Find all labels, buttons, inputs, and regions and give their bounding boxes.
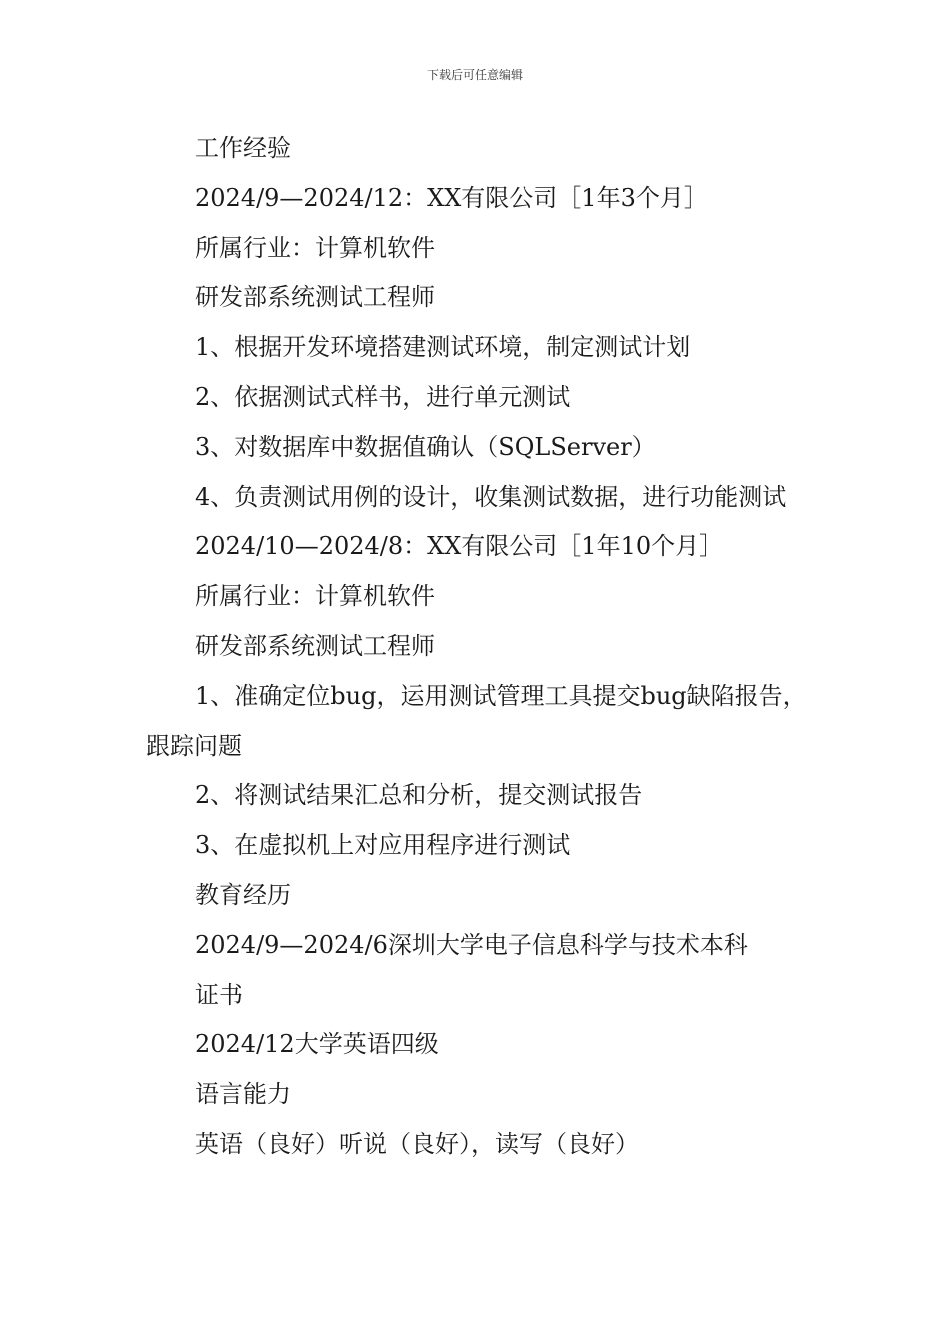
- certificate-entry: 2024/12大学英语四级: [195, 1030, 439, 1059]
- job-duty: 2、将测试结果汇总和分析，提交测试报告: [195, 781, 643, 810]
- language-entry: 英语（良好）听说（良好），读写（良好）: [195, 1129, 639, 1158]
- section-heading-language: 语言能力: [195, 1080, 291, 1109]
- job-title: 研发部系统测试工程师: [195, 631, 435, 660]
- job-period: 2024/10—2024/8：XX有限公司［1年10个月］: [195, 532, 724, 561]
- education-entry: 2024/9—2024/6深圳大学电子信息科学与技术本科: [195, 930, 748, 959]
- job-duty: 1、准确定位bug，运用测试管理工具提交bug缺陷报告，跟踪问题: [146, 681, 807, 760]
- page-header: 下载后可任意编辑: [426, 68, 523, 82]
- job-duty: 3、在虚拟机上对应用程序进行测试: [195, 831, 571, 860]
- job-duty: 4、负责测试用例的设计，收集测试数据，进行功能测试: [195, 482, 787, 511]
- section-heading-certificates: 证书: [195, 980, 243, 1009]
- resume-body: [146, 124, 816, 1170]
- job-duty: 1、根据开发环境搭建测试环境，制定测试计划: [195, 333, 691, 362]
- job-industry: 所属行业：计算机软件: [195, 582, 435, 611]
- job-duty: 2、依据测试式样书，进行单元测试: [195, 382, 571, 411]
- job-title: 研发部系统测试工程师: [195, 283, 435, 312]
- section-heading-education: 教育经历: [195, 880, 291, 909]
- job-period: 2024/9—2024/12：XX有限公司［1年3个月］: [195, 183, 708, 212]
- job-industry: 所属行业：计算机软件: [195, 233, 435, 262]
- section-heading-work: 工作经验: [195, 134, 291, 162]
- job-duty: 3、对数据库中数据值确认（SQLServer）: [195, 432, 656, 461]
